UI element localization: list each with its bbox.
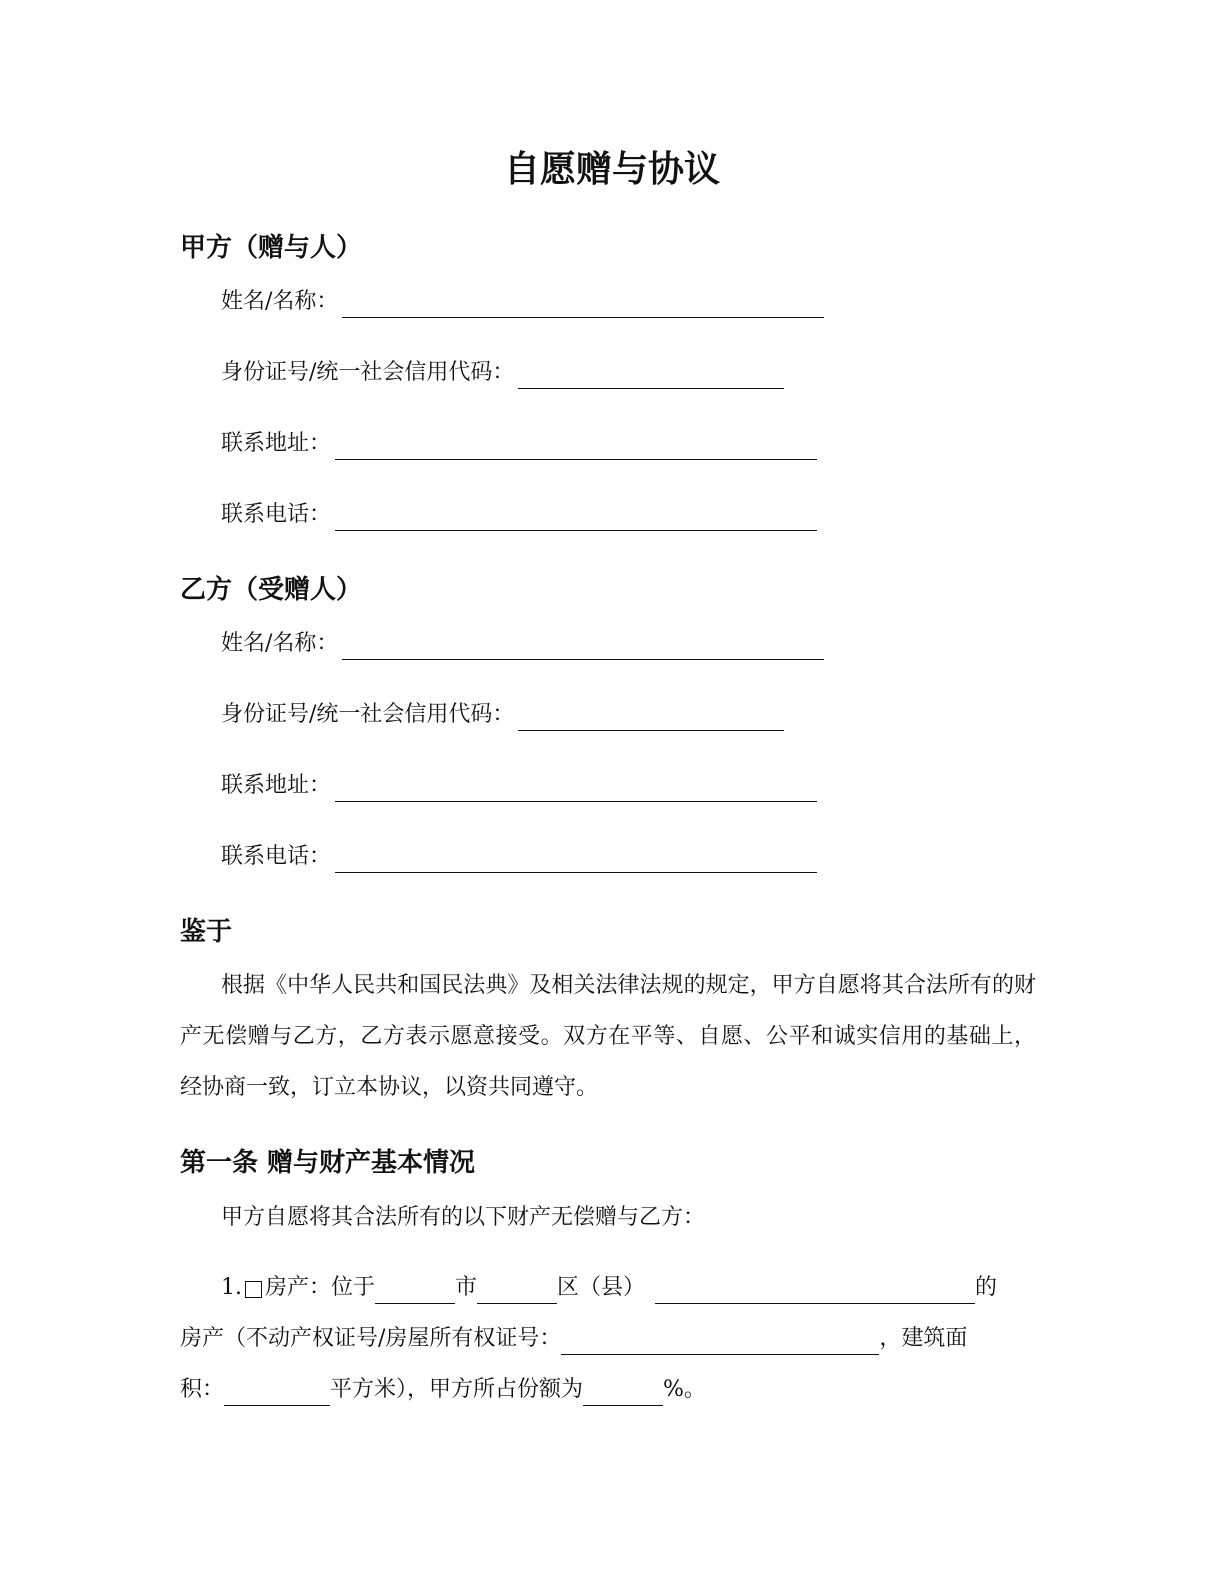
party-a-name-field — [221, 286, 824, 318]
field-label: 联系地址： — [221, 431, 332, 456]
party-b-address-field — [221, 770, 817, 802]
field-label: 联系地址： — [221, 773, 332, 798]
party-b-phone-blank[interactable] — [335, 846, 817, 873]
party-a-heading: 甲方（赠与人） — [180, 233, 363, 263]
item-label: 房产：位于 — [265, 1275, 376, 1300]
article-1-heading: 第一条 赠与财产基本情况 — [180, 1148, 476, 1178]
percent-label: %。 — [663, 1377, 706, 1402]
field-label: 联系电话： — [221, 844, 332, 869]
article-1-intro-text: 甲方自愿将其合法所有的以下财产无偿赠与乙方： — [221, 1205, 706, 1230]
share-blank[interactable] — [583, 1381, 663, 1406]
party-a-address-field — [221, 428, 817, 460]
city-blank[interactable] — [375, 1279, 455, 1304]
field-label: 身份证号/统一社会信用代码： — [221, 702, 515, 727]
party-b-heading: 乙方（受赠人） — [180, 575, 363, 605]
party-b-name-blank[interactable] — [342, 633, 824, 660]
address-blank[interactable] — [655, 1279, 975, 1304]
party-b-phone-field — [221, 841, 817, 873]
area-blank[interactable] — [224, 1381, 330, 1406]
district-blank[interactable] — [477, 1279, 557, 1304]
item-number: 1. — [221, 1275, 242, 1300]
item-1-line-2 — [180, 1323, 967, 1355]
party-a-phone-field — [221, 499, 817, 531]
of-label: 的 — [975, 1275, 998, 1300]
whereas-heading: 鉴于 — [180, 917, 233, 947]
property-checkbox[interactable] — [245, 1281, 262, 1298]
field-label: 联系电话： — [221, 502, 332, 527]
share-label: 平方米），甲方所占份额为 — [330, 1377, 584, 1402]
party-b-name-field — [221, 628, 824, 660]
field-label: 身份证号/统一社会信用代码： — [221, 360, 515, 385]
party-b-id-field — [221, 699, 784, 731]
party-b-id-blank[interactable] — [518, 704, 784, 731]
party-a-address-blank[interactable] — [335, 433, 817, 460]
party-b-address-blank[interactable] — [335, 775, 817, 802]
district-label: 区（县） — [557, 1275, 646, 1300]
city-label: 市 — [455, 1275, 478, 1300]
item-1-line-3 — [180, 1374, 706, 1406]
party-a-name-blank[interactable] — [342, 291, 824, 318]
item-1-line-1 — [221, 1272, 997, 1304]
document-title: 自愿赠与协议 — [503, 149, 720, 190]
cert-number-blank[interactable] — [561, 1330, 879, 1355]
field-label: 姓名/名称： — [221, 631, 339, 656]
whereas-paragraph: 根据《中华人民共和国民法典》及相关法律法规的规定，甲方自愿将其合法所有的财产无偿赠与乙方，乙方表示愿意接受。双方在平等、自愿、公平和诚实信用的基础上，经协商一致，订立本协议，以资共同遵守。 — [180, 973, 1036, 1100]
area-label-end: 积： — [180, 1377, 225, 1402]
party-a-id-blank[interactable] — [518, 362, 784, 389]
area-label-start: ，建筑面 — [879, 1326, 968, 1351]
field-label: 姓名/名称： — [221, 289, 339, 314]
cert-label: 房产（不动产权证号/房屋所有权证号： — [180, 1326, 562, 1351]
article-1-intro — [221, 1202, 705, 1234]
party-a-id-field — [221, 357, 784, 389]
party-a-phone-blank[interactable] — [335, 504, 817, 531]
